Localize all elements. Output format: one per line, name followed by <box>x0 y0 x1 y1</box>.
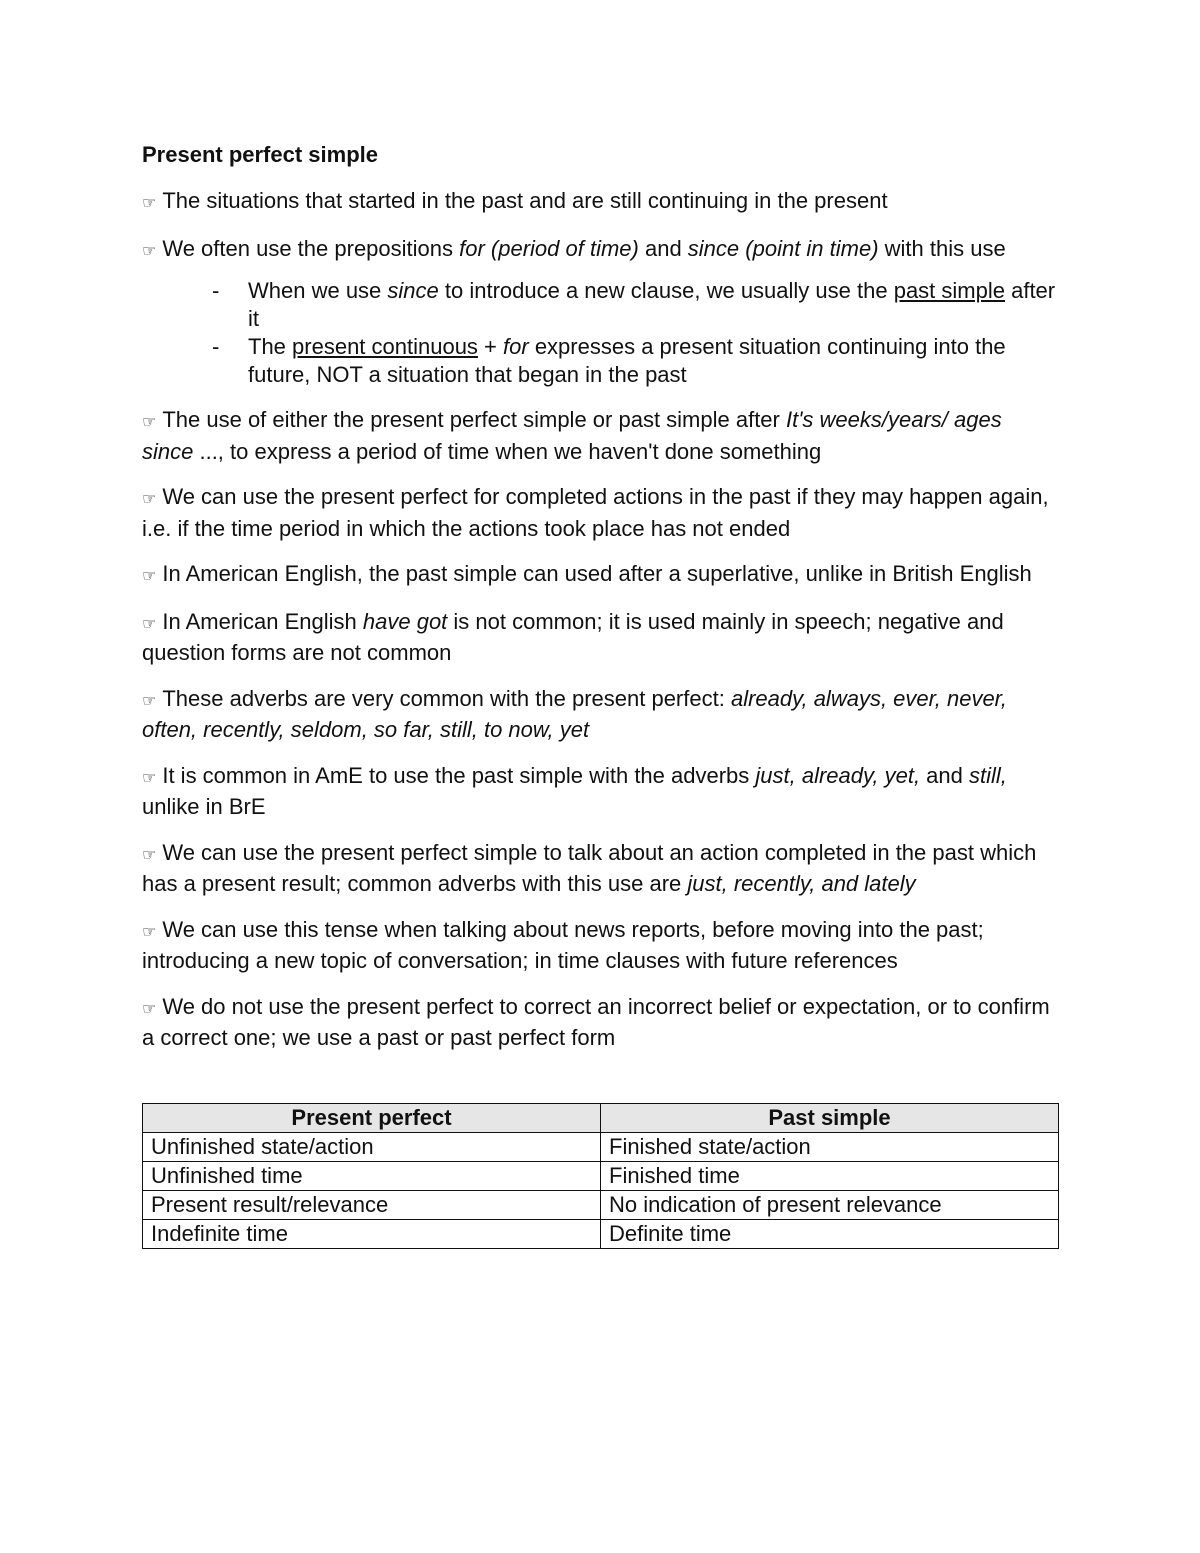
pointing-hand-icon: ☞ <box>142 921 157 941</box>
table-header: Present perfect <box>143 1103 601 1132</box>
table-header: Past simple <box>601 1103 1059 1132</box>
rule-4: ☞ We can use the present perfect for completed actions in the past if they may happen again, i.e. if the time period in which the actions took place has not ended <box>142 484 1049 541</box>
table-cell: Present result/relevance <box>143 1190 601 1219</box>
rule-10: ☞ We can use this tense when talking about news reports, before moving into the past; introducing a new topic of conversation; in time clauses with future references <box>142 916 984 973</box>
pointing-hand-icon: ☞ <box>142 998 157 1018</box>
subpoint-1: - When we use since to introduce a new clause, we usually use the past simple after it <box>212 278 1056 331</box>
table-row <box>143 1190 1059 1219</box>
table-cell: Finished time <box>601 1161 1059 1190</box>
rule-5: ☞ In American English, the past simple can used after a superlative, unlike in British English <box>142 561 1032 586</box>
pointing-hand-icon: ☞ <box>142 489 157 508</box>
rule-6: ☞ In American English have got is not common; it is used mainly in speech; negative and question forms are not common <box>142 608 1004 665</box>
rule-7: ☞ These adverbs are very common with the present perfect: already, always, ever, never, often, recently, seldom, so far, still, to now, yet <box>142 685 1007 742</box>
comparison-table <box>142 1103 1059 1249</box>
table-cell: Indefinite time <box>143 1219 601 1248</box>
table-row <box>143 1219 1059 1248</box>
pointing-hand-icon: ☞ <box>142 613 157 633</box>
table-cell: Definite time <box>601 1219 1059 1248</box>
rule-9: ☞ We can use the present perfect simple to talk about an action completed in the past which has a present result; common adverbs with this use are just, recently, and lately <box>142 839 1037 896</box>
rule-3: ☞ The use of either the present perfect simple or past simple after It's weeks/years/ ages since ..., to express a period of time when we haven't done something <box>142 407 1002 464</box>
rule-8: ☞ It is common in AmE to use the past simple with the adverbs just, already, yet, and still, unlike in BrE <box>142 762 1007 819</box>
subpoint-2: - The present continuous + for expresses a present situation continuing into the future, NOT a situation that began in the past <box>212 334 1006 387</box>
rule-2: ☞ We often use the prepositions for (period of time) and since (point in time) with this use <box>142 235 1006 261</box>
table-cell: No indication of present relevance <box>601 1190 1059 1219</box>
table-cell: Unfinished state/action <box>143 1132 601 1161</box>
pointing-hand-icon: ☞ <box>142 193 157 212</box>
table-row <box>143 1132 1059 1161</box>
pointing-hand-icon: ☞ <box>142 690 157 710</box>
document-title: Present perfect simple <box>142 142 378 167</box>
pointing-hand-icon: ☞ <box>142 240 157 260</box>
pointing-hand-icon: ☞ <box>142 767 157 787</box>
rule-11: ☞ We do not use the present perfect to correct an incorrect belief or expectation, or to confirm a correct one; we use a past or past perfect form <box>142 993 1050 1050</box>
rule-1: ☞ The situations that started in the past and are still continuing in the present <box>142 188 888 213</box>
pointing-hand-icon: ☞ <box>142 566 157 585</box>
pointing-hand-icon: ☞ <box>142 844 157 864</box>
table-header-row <box>143 1103 1059 1132</box>
table-row <box>143 1161 1059 1190</box>
table-cell: Finished state/action <box>601 1132 1059 1161</box>
rule-2-subpoints <box>142 277 1058 389</box>
pointing-hand-icon: ☞ <box>142 412 157 431</box>
table-cell: Unfinished time <box>143 1161 601 1190</box>
